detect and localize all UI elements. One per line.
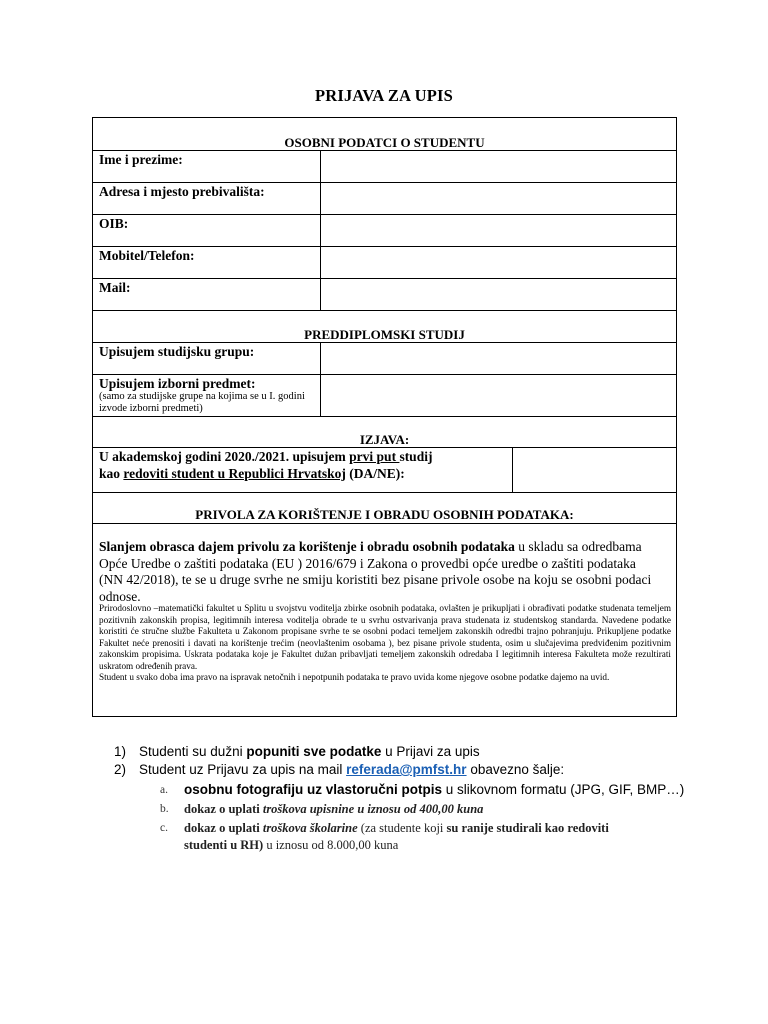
section-personal-header: OSOBNI PODATCI O STUDENTU (284, 135, 485, 150)
label-elective: Upisujem izborni predmet: (99, 376, 256, 391)
note-2a: osobnu fotografiju uz vlastoručni potpis u slikovnom formatu (JPG, GIF, BMP…) (184, 782, 685, 797)
note-1: Studenti su dužni popuniti sve podatke u Prijavi za upis (139, 744, 480, 759)
label-mail: Mail: (99, 280, 131, 295)
elective-note: (samo za studijske grupe na kojima se u I. godini izvode izborni predmeti) (99, 391, 305, 414)
label-study-group: Upisujem studijsku grupu: (99, 344, 255, 359)
label-address: Adresa i mjesto prebivališta: (99, 184, 265, 199)
consent-main-text: Slanjem obrasca dajem privolu za korištenje i obradu osobnih podataka u skladu sa odredbama Opće Uredbe o zaštiti podataka (EU ) 2016/679 i Zakona o provedbi opće uredbe o zaštiti podataka (NN 42/2018), te se u druge svrhe ne smiju koristiti bez pisane privole osobe na koju se osobni podaci odnose. (99, 539, 652, 604)
email-link[interactable]: referada@pmfst.hr (346, 762, 467, 777)
statement-text: U akademskoj godini 2020./2021. upisujem prvi put studij kao redoviti student u Republici Hrvatskoj (DA/NE): (99, 449, 433, 481)
application-form (92, 117, 677, 717)
note-2: Student uz Prijavu za upis na mail referada@pmfst.hr obavezno šalje: (139, 762, 565, 777)
section-consent-header: PRIVOLA ZA KORIŠTENJE I OBRADU OSOBNIH PODATAKA: (195, 507, 574, 522)
page-title: PRIJAVA ZA UPIS (314, 86, 454, 105)
section-statement-header: IZJAVA: (359, 432, 410, 447)
section-study-header: PREDDIPLOMSKI STUDIJ (304, 327, 465, 342)
note-2b: dokaz o uplati troškova upisnine u iznosu od 400,00 kuna (184, 802, 484, 816)
note-2c: dokaz o uplati troškova školarine (za studente koji su ranije studirali kao redoviti (184, 821, 609, 835)
note-2c-line2: studenti u RH) u iznosu od 8.000,00 kuna (184, 838, 399, 852)
label-name: Ime i prezime: (99, 152, 183, 167)
label-phone: Mobitel/Telefon: (99, 248, 195, 263)
consent-details: Prirodoslovno –matematički fakultet u Splitu u svojstvu voditelja zbirke osobnih podataka, ovlašten je prikupljati i obrađivati podatke studenata temeljem pozitivnih zakonskih propisa, legitimnih interesa voditelja obrade te u svrhu ostvarivanja prava studenata iz studentskog standarda. Navedene podatke koristiti će stručne službe Fakulteta u Zakonom propisane svrhe te se osobni podaci temeljem zakonskih odredbi trajno pohranjuju. Prikupljene podatke Fakultet neće prenositi i davati na korištenje trećim (neovlaštenim osobama ), bez pisane privole studenta, osim u slučajevima predviđenim pozitivnim zakonskim propisima. Uskrata podataka koje je Fakultet dužan pribavljati temeljem zakonskih odredaba I legitimnih interesa Fakulteta može rezultirati uskratom određenih prava. Student u svako doba ima pravo na ispravak netočnih i nepotpunih podataka te pravo uvida kome njegove osobne podatke dajemo na uvid. (99, 603, 671, 682)
label-oib: OIB: (99, 216, 129, 231)
